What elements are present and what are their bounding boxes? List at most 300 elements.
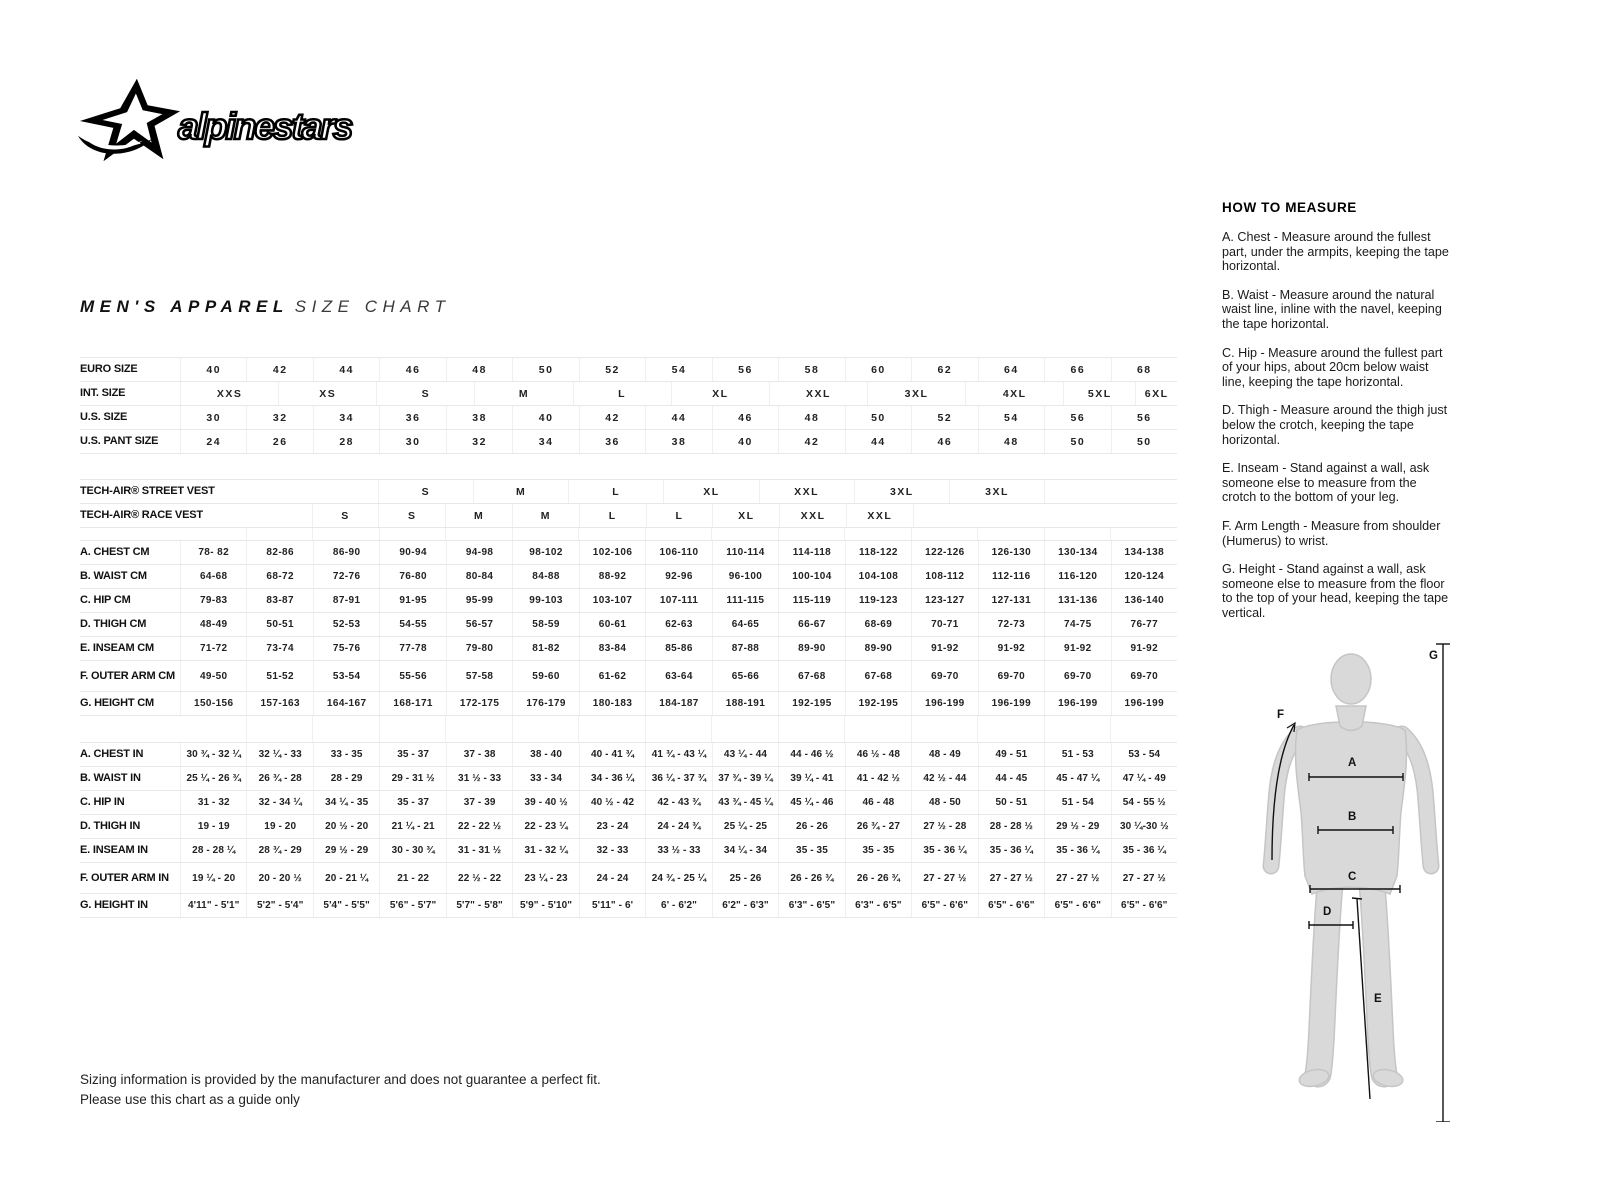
table-cell: 112-116	[978, 565, 1044, 588]
table-cell: 24	[180, 430, 246, 453]
row-label: E. INSEAM IN	[80, 844, 148, 857]
table-cell: 4XL	[965, 382, 1063, 405]
diagram-label-d: D	[1323, 906, 1332, 918]
table-cell: 90-94	[379, 541, 445, 564]
table-cell: 54	[645, 358, 711, 381]
table-cell: 184-187	[645, 692, 711, 715]
body-measurement-diagram	[1230, 622, 1560, 1122]
table-cell: XL	[671, 382, 769, 405]
table-cell: 72-76	[313, 565, 379, 588]
table-cell: 127-131	[978, 589, 1044, 612]
table-cell: 32	[446, 430, 512, 453]
table-cell: 60-61	[579, 613, 645, 636]
row-cells	[180, 382, 1177, 405]
table-cell: 33 - 34	[512, 767, 578, 790]
table-cell-empty	[312, 528, 379, 540]
table-cell-empty	[977, 528, 1044, 540]
row-label: C. HIP CM	[80, 594, 131, 607]
row-cells	[180, 480, 1177, 503]
table-cell: 21 - 22	[379, 863, 445, 893]
table-cell: 69-70	[1111, 661, 1177, 691]
table-block	[80, 528, 1177, 716]
row-label: TECH-AIR® STREET VEST	[80, 485, 215, 498]
table-cell: 35 - 37	[379, 791, 445, 814]
row-label: F. OUTER ARM IN	[80, 871, 169, 884]
table-cell: 54	[978, 406, 1044, 429]
table-cell: 29 - 31 ½	[379, 767, 445, 790]
row-cells	[180, 504, 1177, 527]
table-cell: 68	[1111, 358, 1177, 381]
table-cell: L	[568, 480, 663, 503]
table-cell: 6'3" - 6'5"	[845, 894, 911, 917]
table-cell: 42	[778, 430, 844, 453]
table-cell: 28	[313, 430, 379, 453]
table-cell: 5'2" - 5'4"	[246, 894, 312, 917]
table-cell: 51-52	[246, 661, 312, 691]
table-cell-empty	[844, 716, 911, 742]
row-cells	[180, 767, 1177, 790]
table-cell: 60	[845, 358, 911, 381]
table-cell: 87-88	[712, 637, 778, 660]
table-cell-empty	[312, 716, 379, 742]
table-cell: 71-72	[180, 637, 246, 660]
row-label: F. OUTER ARM CM	[80, 669, 175, 682]
table-row	[80, 839, 1177, 863]
table-cell: 64	[978, 358, 1044, 381]
table-cell-empty	[445, 528, 512, 540]
table-cell: 30 - 30 ¾	[379, 839, 445, 862]
table-row	[80, 613, 1177, 637]
table-cell: 25 ¼ - 26 ¾	[180, 767, 246, 790]
table-cell: 56	[1044, 406, 1110, 429]
table-cell: 95-99	[446, 589, 512, 612]
table-cell: 51 - 53	[1044, 743, 1110, 766]
table-cell: 45 ¼ - 46	[778, 791, 844, 814]
table-cell: 89-90	[778, 637, 844, 660]
table-cell: 30 ¼-30 ½	[1111, 815, 1177, 838]
table-cell: S	[378, 504, 445, 527]
table-cell: 23 - 24	[579, 815, 645, 838]
table-cell: 44	[845, 430, 911, 453]
table-cell: 52	[911, 406, 977, 429]
table-cell-empty	[711, 528, 778, 540]
table-cell: 196-199	[1044, 692, 1110, 715]
table-cell: 42 ½ - 44	[911, 767, 977, 790]
table-cell-empty	[512, 528, 579, 540]
table-cell: 86-90	[313, 541, 379, 564]
table-cell-empty	[911, 528, 978, 540]
table-cell: 99-103	[512, 589, 578, 612]
table-cell: 131-136	[1044, 589, 1110, 612]
table-cell: 196-199	[978, 692, 1044, 715]
table-cell-empty	[1044, 528, 1111, 540]
size-chart-table	[80, 357, 1177, 918]
table-cell: 115-119	[778, 589, 844, 612]
table-cell: 48 - 50	[911, 791, 977, 814]
table-cell: 134-138	[1111, 541, 1177, 564]
table-row	[80, 692, 1177, 716]
table-cell: 33 ½ - 33	[645, 839, 711, 862]
table-cell: 75-76	[313, 637, 379, 660]
table-cell: 39 ¼ - 41	[778, 767, 844, 790]
table-cell: 44 - 45	[978, 767, 1044, 790]
table-cell: 168-171	[379, 692, 445, 715]
page-title-primary: MEN'S APPAREL	[80, 297, 289, 316]
table-cell: 68-69	[845, 613, 911, 636]
table-cell: 48	[446, 358, 512, 381]
row-label: D. THIGH CM	[80, 618, 147, 631]
page-title	[80, 297, 451, 317]
table-cell: 22 - 22 ½	[446, 815, 512, 838]
row-label: B. WAIST IN	[80, 772, 141, 785]
table-cell: 42	[579, 406, 645, 429]
table-cell: 31 - 32	[180, 791, 246, 814]
table-cell: 61-62	[579, 661, 645, 691]
table-cell: 25 ¼ - 25	[712, 815, 778, 838]
table-cell: 29 ½ - 29	[1044, 815, 1110, 838]
table-cell: 6'5" - 6'6"	[911, 894, 977, 917]
row-label	[80, 716, 180, 742]
table-cell: XXL	[769, 382, 867, 405]
table-cell: 70-71	[911, 613, 977, 636]
table-cell: XXL	[759, 480, 854, 503]
table-cell: 106-110	[645, 541, 711, 564]
table-spacer-row	[80, 528, 1177, 541]
table-cell: 46 - 48	[845, 791, 911, 814]
table-cell: 38 - 40	[512, 743, 578, 766]
table-cell: 98-102	[512, 541, 578, 564]
table-cell: 23 ¼ - 23	[512, 863, 578, 893]
table-cell: 4'11" - 5'1"	[180, 894, 246, 917]
table-row	[80, 743, 1177, 767]
table-cell: 50	[1044, 430, 1110, 453]
table-cell: 34	[313, 406, 379, 429]
table-cell-empty	[911, 716, 978, 742]
table-cell: 27 - 27 ½	[911, 863, 977, 893]
table-row	[80, 358, 1177, 382]
row-cells	[180, 637, 1177, 660]
diagram-label-g: G	[1429, 650, 1438, 662]
table-cell: 92-96	[645, 565, 711, 588]
table-cell: 26 ¾ - 27	[845, 815, 911, 838]
table-cell: 26 - 26 ¾	[845, 863, 911, 893]
table-cell: XL	[712, 504, 779, 527]
table-cell: XXL	[779, 504, 846, 527]
table-cell: 28 - 28 ½	[978, 815, 1044, 838]
row-cells	[180, 406, 1177, 429]
table-row	[80, 430, 1177, 454]
table-cell: 91-92	[1111, 637, 1177, 660]
table-cell: 48 - 49	[911, 743, 977, 766]
row-cells	[180, 430, 1177, 453]
disclaimer-line-1: Sizing information is provided by the manufacturer and does not guarantee a perfect fit.	[80, 1072, 601, 1087]
table-cell: 50 - 51	[978, 791, 1044, 814]
table-cell: 29 ½ - 29	[313, 839, 379, 862]
row-cells	[180, 528, 1177, 540]
table-cell: 67-68	[778, 661, 844, 691]
table-cell: 5'4" - 5'5"	[313, 894, 379, 917]
table-cell: 40	[180, 358, 246, 381]
table-cell: 64-65	[712, 613, 778, 636]
table-row	[80, 661, 1177, 692]
table-cell: 150-156	[180, 692, 246, 715]
table-cell: 188-191	[712, 692, 778, 715]
table-cell: 6' - 6'2"	[645, 894, 711, 917]
table-cell: 27 - 27 ½	[978, 863, 1044, 893]
measure-instruction: E. Inseam - Stand against a wall, ask someone else to measure from the crotch to the bottom of your leg.	[1222, 461, 1430, 505]
table-cell: 180-183	[579, 692, 645, 715]
table-cell: L	[646, 504, 713, 527]
row-cells	[180, 541, 1177, 564]
alpinestars-star-icon	[76, 76, 184, 168]
row-label: EURO SIZE	[80, 363, 138, 376]
table-cell: 6'5" - 6'6"	[1044, 894, 1110, 917]
table-cell: 79-83	[180, 589, 246, 612]
table-cell: 102-106	[579, 541, 645, 564]
row-cells	[180, 565, 1177, 588]
table-cell: 40 - 41 ¾	[579, 743, 645, 766]
page-title-secondary: SIZE CHART	[294, 297, 451, 316]
table-cell: 35 - 36 ¼	[978, 839, 1044, 862]
table-cell: 28 - 28 ¼	[180, 839, 246, 862]
row-cells	[180, 863, 1177, 893]
table-cell: 122-126	[911, 541, 977, 564]
row-cells	[180, 613, 1177, 636]
body-figure-icon	[1230, 622, 1560, 1122]
table-cell-empty	[180, 480, 378, 503]
table-row	[80, 767, 1177, 791]
table-cell: 35 - 37	[379, 743, 445, 766]
row-cells	[180, 661, 1177, 691]
table-cell: 26	[246, 430, 312, 453]
disclaimer-line-2: Please use this chart as a guide only	[80, 1091, 300, 1107]
row-cells	[180, 839, 1177, 862]
table-cell: 76-77	[1111, 613, 1177, 636]
diagram-label-c: C	[1348, 871, 1357, 883]
table-cell: 28 - 29	[313, 767, 379, 790]
table-cell: S	[312, 504, 379, 527]
table-cell: 35 - 35	[845, 839, 911, 862]
table-row	[80, 589, 1177, 613]
table-cell: 100-104	[778, 565, 844, 588]
table-cell: 22 ½ - 22	[446, 863, 512, 893]
diagram-label-b: B	[1348, 811, 1357, 823]
table-cell: 20 ½ - 20	[313, 815, 379, 838]
table-cell: 196-199	[911, 692, 977, 715]
table-cell: 30	[180, 406, 246, 429]
table-cell: 46	[911, 430, 977, 453]
table-cell-empty	[645, 716, 712, 742]
table-cell-empty	[844, 528, 911, 540]
table-cell: 49 - 51	[978, 743, 1044, 766]
table-cell: 34 ¼ - 35	[313, 791, 379, 814]
table-cell: 56-57	[446, 613, 512, 636]
how-to-measure-title: HOW TO MEASURE	[1222, 200, 1357, 215]
table-cell: 65-66	[712, 661, 778, 691]
table-cell: 24 - 24	[579, 863, 645, 893]
table-cell: 19 - 19	[180, 815, 246, 838]
table-cell: 38	[645, 430, 711, 453]
table-cell: 5'7" - 5'8"	[446, 894, 512, 917]
table-cell: 126-130	[978, 541, 1044, 564]
table-cell: 37 - 38	[446, 743, 512, 766]
table-cell: 6'2" - 6'3"	[712, 894, 778, 917]
table-cell: 3XL	[867, 382, 965, 405]
row-cells	[180, 692, 1177, 715]
table-cell: 84-88	[512, 565, 578, 588]
table-cell: 91-92	[911, 637, 977, 660]
table-cell: 30	[379, 430, 445, 453]
table-cell: S	[378, 480, 473, 503]
table-cell: 48	[978, 430, 1044, 453]
table-cell: 32 ¼ - 33	[246, 743, 312, 766]
table-cell: 50	[512, 358, 578, 381]
table-cell: 88-92	[579, 565, 645, 588]
table-cell: 3XL	[854, 480, 949, 503]
table-cell: 46	[712, 406, 778, 429]
row-cells	[180, 716, 1177, 742]
table-cell: 196-199	[1111, 692, 1177, 715]
table-cell: 111-115	[712, 589, 778, 612]
table-cell: 157-163	[246, 692, 312, 715]
table-cell: 66-67	[778, 613, 844, 636]
table-cell-empty	[778, 528, 845, 540]
table-cell: 116-120	[1044, 565, 1110, 588]
table-row	[80, 406, 1177, 430]
table-cell: M	[512, 504, 579, 527]
table-cell: 46	[379, 358, 445, 381]
table-cell: 40 ½ - 42	[579, 791, 645, 814]
row-cells	[180, 589, 1177, 612]
table-cell: 69-70	[911, 661, 977, 691]
table-cell-empty	[1110, 716, 1177, 742]
table-cell: XXS	[180, 382, 278, 405]
table-cell: 192-195	[778, 692, 844, 715]
table-cell: 22 - 23 ¼	[512, 815, 578, 838]
table-cell: 164-167	[313, 692, 379, 715]
table-cell: 56	[712, 358, 778, 381]
table-cell: 69-70	[1044, 661, 1110, 691]
table-row	[80, 382, 1177, 406]
table-cell: 50	[845, 406, 911, 429]
table-cell-empty	[977, 716, 1044, 742]
table-cell: 56	[1111, 406, 1177, 429]
table-cell: XL	[663, 480, 758, 503]
table-cell: 52-53	[313, 613, 379, 636]
table-cell-empty	[180, 528, 246, 540]
table-block	[80, 479, 1177, 528]
table-cell: 54-55	[379, 613, 445, 636]
how-to-measure-panel	[1222, 200, 1454, 634]
table-cell: 34 ¼ - 34	[712, 839, 778, 862]
row-label: D. THIGH IN	[80, 820, 141, 833]
table-cell: 6XL	[1135, 382, 1177, 405]
table-cell: 69-70	[978, 661, 1044, 691]
table-cell: 30 ¾ - 32 ¼	[180, 743, 246, 766]
table-cell: 27 ½ - 28	[911, 815, 977, 838]
measure-instruction: B. Waist - Measure around the natural waist line, inline with the navel, keeping the tape horizontal.	[1222, 287, 1442, 331]
table-row	[80, 637, 1177, 661]
row-label: U.S. SIZE	[80, 411, 128, 424]
table-cell: 103-107	[579, 589, 645, 612]
table-cell: 176-179	[512, 692, 578, 715]
table-cell: 44	[313, 358, 379, 381]
table-cell: 80-84	[446, 565, 512, 588]
table-cell: 85-86	[645, 637, 711, 660]
table-cell: 19 ¼ - 20	[180, 863, 246, 893]
table-cell: L	[573, 382, 671, 405]
table-row	[80, 791, 1177, 815]
table-cell: 45 - 47 ¼	[1044, 767, 1110, 790]
table-cell: 136-140	[1111, 589, 1177, 612]
table-cell: 67-68	[845, 661, 911, 691]
how-to-measure-list	[1222, 230, 1454, 620]
table-cell: 79-80	[446, 637, 512, 660]
table-cell-empty	[180, 504, 312, 527]
table-cell: 68-72	[246, 565, 312, 588]
table-cell: 42 - 43 ¾	[645, 791, 711, 814]
table-cell: 26 - 26	[778, 815, 844, 838]
table-cell: 64-68	[180, 565, 246, 588]
table-spacer-row	[80, 716, 1177, 743]
measure-instruction: G. Height - Stand against a wall, ask someone else to measure from the floor to the top of your head, keeping the tape vertical.	[1222, 562, 1449, 620]
table-cell: 35 - 36 ¼	[911, 839, 977, 862]
table-cell-empty	[1110, 528, 1177, 540]
row-label: U.S. PANT SIZE	[80, 435, 159, 448]
table-cell: 44 - 46 ½	[778, 743, 844, 766]
table-cell: 66	[1044, 358, 1110, 381]
table-cell: 34 - 36 ¼	[579, 767, 645, 790]
measure-instruction: F. Arm Length - Measure from shoulder (Humerus) to wrist.	[1222, 518, 1441, 548]
table-cell-empty	[246, 528, 313, 540]
table-cell: 81-82	[512, 637, 578, 660]
table-cell: 37 - 39	[446, 791, 512, 814]
measure-instruction: A. Chest - Measure around the fullest part, under the armpits, keeping the tape horizontal.	[1222, 230, 1449, 274]
table-cell: 107-111	[645, 589, 711, 612]
table-cell: 104-108	[845, 565, 911, 588]
table-cell: 32 - 34 ¼	[246, 791, 312, 814]
table-cell: 108-112	[911, 565, 977, 588]
table-cell: 55-56	[379, 661, 445, 691]
table-cell: 50-51	[246, 613, 312, 636]
table-cell: 35 - 36 ¼	[1111, 839, 1177, 862]
table-cell-empty	[445, 716, 512, 742]
table-cell: 63-64	[645, 661, 711, 691]
table-cell: 31 ½ - 33	[446, 767, 512, 790]
row-label	[80, 528, 180, 540]
row-cells	[180, 815, 1177, 838]
measure-instruction: C. Hip - Measure around the fullest part of your hips, about 20cm below waist line, keeping the tape horizontal.	[1222, 345, 1443, 389]
table-cell: 5'11" - 6'	[579, 894, 645, 917]
table-cell: 6'5" - 6'6"	[978, 894, 1044, 917]
diagram-label-f: F	[1277, 709, 1285, 721]
table-cell: 26 ¾ - 28	[246, 767, 312, 790]
table-cell: 74-75	[1044, 613, 1110, 636]
table-cell: 40	[712, 430, 778, 453]
row-label: A. CHEST IN	[80, 748, 144, 761]
table-cell-empty	[711, 716, 778, 742]
table-cell-empty	[246, 716, 313, 742]
table-cell: 96-100	[712, 565, 778, 588]
table-cell: 58-59	[512, 613, 578, 636]
table-cell: 53 - 54	[1111, 743, 1177, 766]
table-row	[80, 504, 1177, 528]
table-cell: M	[474, 382, 572, 405]
table-cell: 87-91	[313, 589, 379, 612]
table-cell-empty	[379, 528, 446, 540]
table-cell: L	[579, 504, 646, 527]
table-cell: 33 - 35	[313, 743, 379, 766]
